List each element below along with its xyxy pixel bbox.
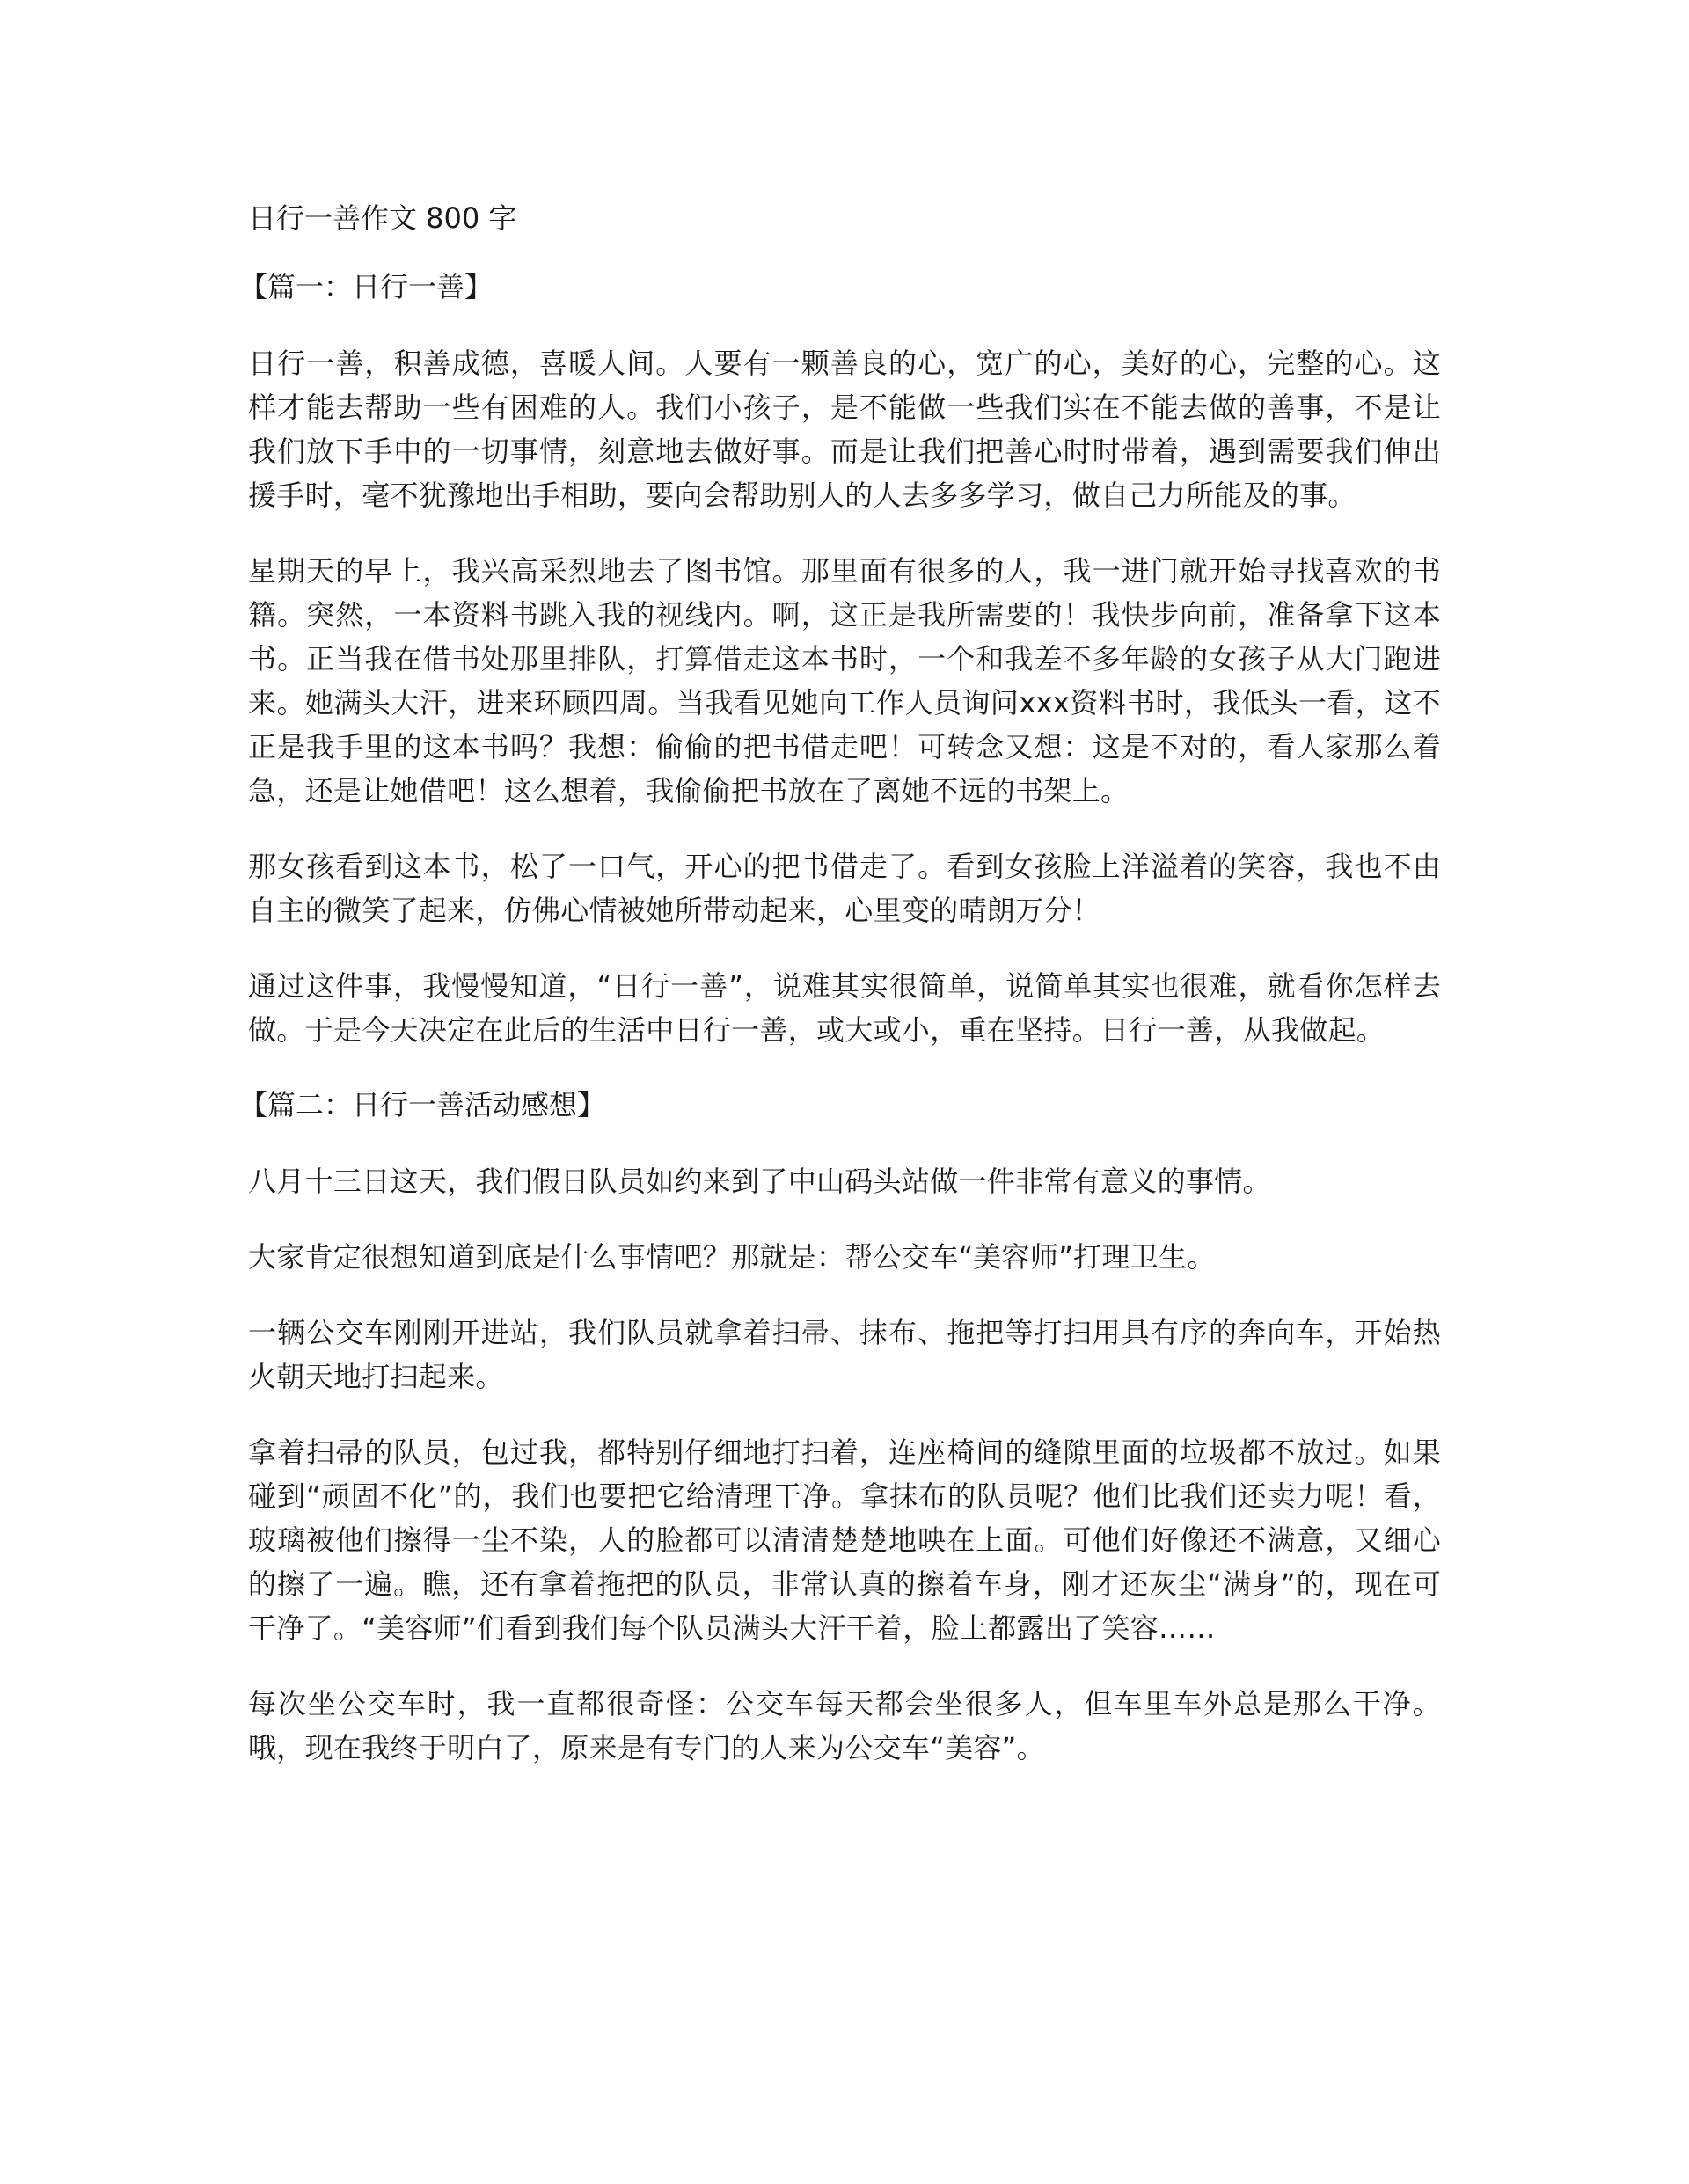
paragraph: 那女孩看到这本书，松了一口气，开心的把书借走了。看到女孩脸上洋溢着的笑容，我也不由自主的微笑了起来，仿佛心情被她所带动起来，心里变的晴朗万分！ [248, 850, 1441, 927]
paragraph: 大家肯定很想知道到底是什么事情吧？那就是：帮公交车“美容师”打理卫生。 [248, 1240, 1216, 1274]
document-body [239, 197, 1441, 1801]
paragraph: 星期天的早上，我兴高采烈地去了图书馆。那里面有很多的人，我一进门就开始寻找喜欢的书籍。突然，一本资料书跳入我的视线内。啊，这正是我所需要的！我快步向前，准备拿下这本书。正当我在借书处那里排队，打算借走这本书时，一个和我差不多年龄的女孩子从大门跑进来。她满头大汗，进来环顾四周。当我看见她向工作人员询问xxx资料书时，我低头一看，这不正是我手里的这本书吗？我想：偷偷的把书借走吧！可转念又想：这是不对的，看人家那么着急，还是让她借吧！这么想着，我偷偷把书放在了离她不远的书架上。 [248, 554, 1441, 807]
section-heading-2: 【篇二：日行一善活动感想】 [239, 1088, 606, 1121]
paragraph: 八月十三日这天，我们假日队员如约来到了中山码头站做一件非常有意义的事情。 [248, 1165, 1271, 1198]
paragraph: 每次坐公交车时，我一直都很奇怪：公交车每天都会坐很多人，但车里车外总是那么干净。哦，现在我终于明白了，原来是有专门的人来为公交车“美容”。 [248, 1687, 1441, 1764]
document-title: 日行一善作文 800 字 [248, 201, 517, 235]
section-heading-1: 【篇一：日行一善】 [239, 270, 494, 303]
paragraph: 通过这件事，我慢慢知道，“日行一善”，说难其实很简单，说简单其实也很难，就看你怎样去做。于是今天决定在此后的生活中日行一善，或大或小，重在坚持。日行一善，从我做起。 [248, 969, 1441, 1047]
paragraph: 日行一善，积善成德，喜暖人间。人要有一颗善良的心，宽广的心，美好的心，完整的心。这样才能去帮助一些有困难的人。我们小孩子，是不能做一些我们实在不能去做的善事，不是让我们放下手中的一切事情，刻意地去做好事。而是让我们把善心时时带着，遇到需要我们伸出援手时，毫不犹豫地出手相助，要向会帮助别人的人去多多学习，做自己力所能及的事。 [248, 347, 1441, 512]
paragraph: 一辆公交车刚刚开进站，我们队员就拿着扫帚、抹布、拖把等打扫用具有序的奔向车，开始热火朝天地打扫起来。 [248, 1316, 1441, 1393]
paragraph: 拿着扫帚的队员，包过我，都特别仔细地打扫着，连座椅间的缝隙里面的垃圾都不放过。如果碰到“顽固不化”的，我们也要把它给清理干净。拿抹布的队员呢？他们比我们还卖力呢！看，玻璃被他们擦得一尘不染，人的脸都可以清清楚楚地映在上面。可他们好像还不满意，又细心的擦了一遍。瞧，还有拿着拖把的队员，非常认真的擦着车身，刚才还灰尘“满身”的，现在可干净了。“美容师”们看到我们每个队员满头大汗干着，脸上都露出了笑容…… [248, 1435, 1441, 1645]
